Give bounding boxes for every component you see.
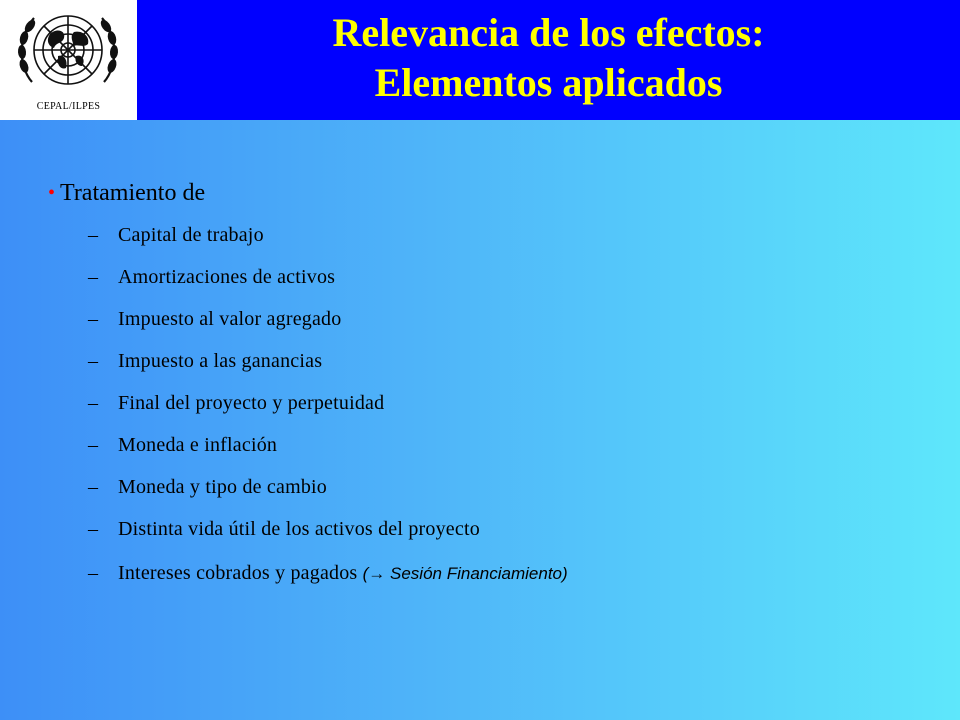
dash-marker: –	[88, 224, 99, 246]
title-line-1: Relevancia de los efectos:	[332, 10, 765, 55]
list-item	[88, 517, 568, 559]
list-item	[88, 349, 568, 391]
dash-marker: –	[88, 350, 99, 372]
list-item-text: Moneda e inflación	[118, 434, 278, 456]
dash-marker: –	[88, 266, 99, 288]
list-item-text: Capital de trabajo	[118, 224, 264, 246]
list-item-text: Intereses cobrados y pagados	[118, 562, 358, 584]
list-item-text: Impuesto a las ganancias	[118, 350, 323, 372]
dash-marker: –	[88, 518, 99, 540]
list-item	[88, 561, 568, 603]
main-bullet	[48, 178, 206, 208]
list-item-text: Final del proyecto y perpetuidad	[118, 392, 385, 414]
logo-caption: CEPAL/ILPES	[36, 101, 101, 112]
dash-marker: –	[88, 562, 99, 584]
list-item-text: Distinta vida útil de los activos del proyecto	[118, 518, 480, 540]
dash-marker: –	[88, 434, 99, 456]
dash-marker: –	[88, 476, 99, 498]
list-item-text: Amortizaciones de activos	[118, 266, 336, 288]
dash-marker: –	[88, 308, 99, 330]
un-emblem-icon	[12, 4, 124, 98]
logo	[0, 0, 137, 120]
session-note: (→ Sesión Financiamiento)	[362, 564, 568, 583]
title-line-2: Elementos aplicados	[374, 60, 723, 105]
list-item	[88, 307, 568, 349]
sub-bullet-list	[88, 223, 568, 601]
header-bar	[0, 0, 960, 120]
bullet-marker: •	[48, 182, 56, 204]
list-item	[88, 391, 568, 433]
list-item	[88, 223, 568, 265]
list-item	[88, 475, 568, 517]
list-item-text: Moneda y tipo de cambio	[118, 476, 327, 498]
main-bullet-text: Tratamiento de	[60, 180, 206, 206]
list-item	[88, 265, 568, 307]
list-item-text: Impuesto al valor agregado	[118, 308, 342, 330]
slide-title	[137, 8, 960, 108]
slide-body	[0, 120, 960, 720]
dash-marker: –	[88, 392, 99, 414]
list-item	[88, 433, 568, 475]
